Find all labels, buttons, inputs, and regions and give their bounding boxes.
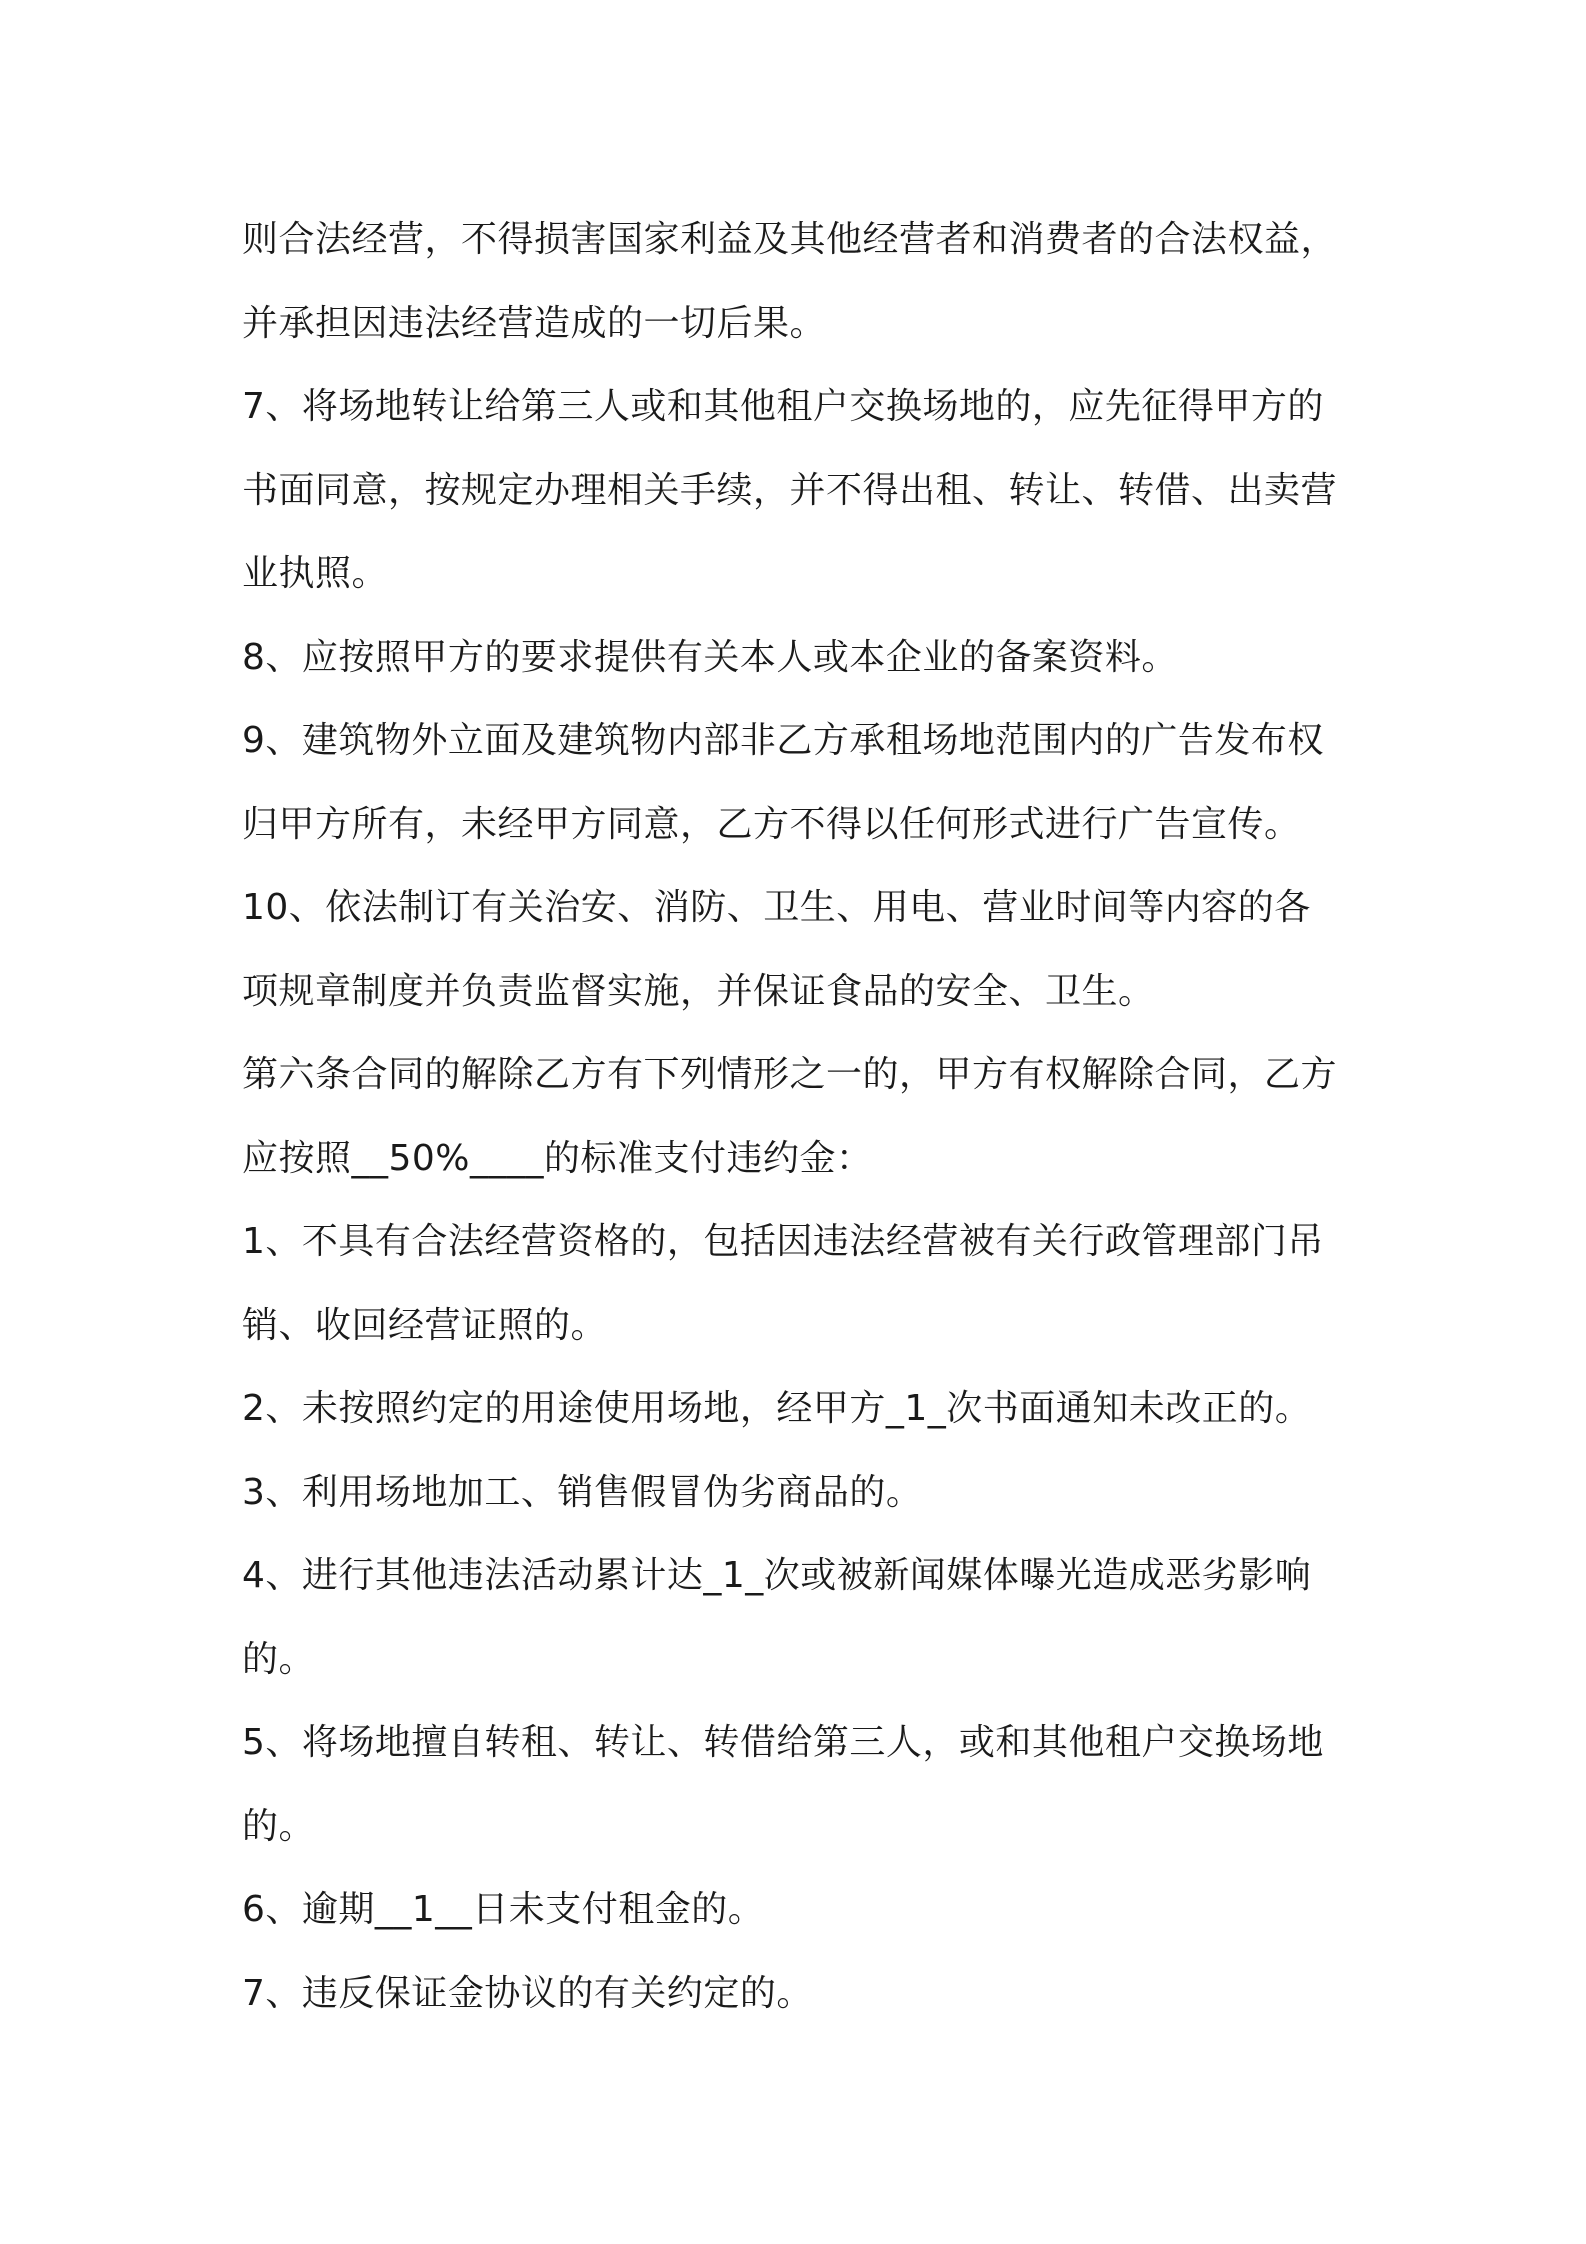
text-line: 7、违反保证金协议的有关约定的。 xyxy=(242,1972,813,2014)
text-line: 项规章制度并负责监督实施，并保证食品的安全、卫生。 xyxy=(242,970,1155,1012)
text-line: 则合法经营，不得损害国家利益及其他经营者和消费者的合法权益， xyxy=(242,219,1338,260)
text-line: 3、利用场地加工、销售假冒伪劣商品的。 xyxy=(242,1471,923,1513)
text-line: 9、建筑物外立面及建筑物内部非乙方承租场地范围内的广告发布权 xyxy=(242,720,1324,761)
text-line: 4、进行其他违法活动累计达_1_次或被新闻媒体曝光造成恶劣影响 xyxy=(242,1555,1312,1596)
text-line: 业执照。 xyxy=(242,553,389,594)
text-line: 8、应按照甲方的要求提供有关本人或本企业的备案资料。 xyxy=(242,636,1178,678)
text-line: 2、未按照约定的用途使用场地，经甲方_1_次书面通知未改正的。 xyxy=(242,1388,1312,1429)
text-line: 并承担因违法经营造成的一切后果。 xyxy=(242,302,827,344)
text-line: 5、将场地擅自转租、转让、转借给第三人，或和其他租户交换场地 xyxy=(242,1722,1324,1763)
text-line: 第六条合同的解除乙方有下列情形之一的，甲方有权解除合同，乙方 xyxy=(242,1054,1338,1095)
text-line: 书面同意，按规定办理相关手续，并不得出租、转让、转借、出卖营 xyxy=(242,469,1338,511)
text-line: 的。 xyxy=(242,1638,316,1680)
text-line: 7、将场地转让给第三人或和其他租户交换场地的，应先征得甲方的 xyxy=(242,386,1324,427)
text-line: 6、逾期__1__日未支付租金的。 xyxy=(242,1889,765,1930)
text-line: 的。 xyxy=(242,1805,316,1847)
text-line: 归甲方所有，未经甲方同意，乙方不得以任何形式进行广告宣传。 xyxy=(242,803,1301,845)
text-line: 应按照__50%____的标准支付违约金： xyxy=(242,1137,873,1179)
text-line: 10、依法制订有关治安、消防、卫生、用电、营业时间等内容的各 xyxy=(242,887,1311,928)
document-body xyxy=(242,198,1362,2035)
text-line: 销、收回经营证照的。 xyxy=(242,1304,608,1346)
text-line: 1、不具有合法经营资格的，包括因违法经营被有关行政管理部门吊 xyxy=(242,1221,1324,1262)
